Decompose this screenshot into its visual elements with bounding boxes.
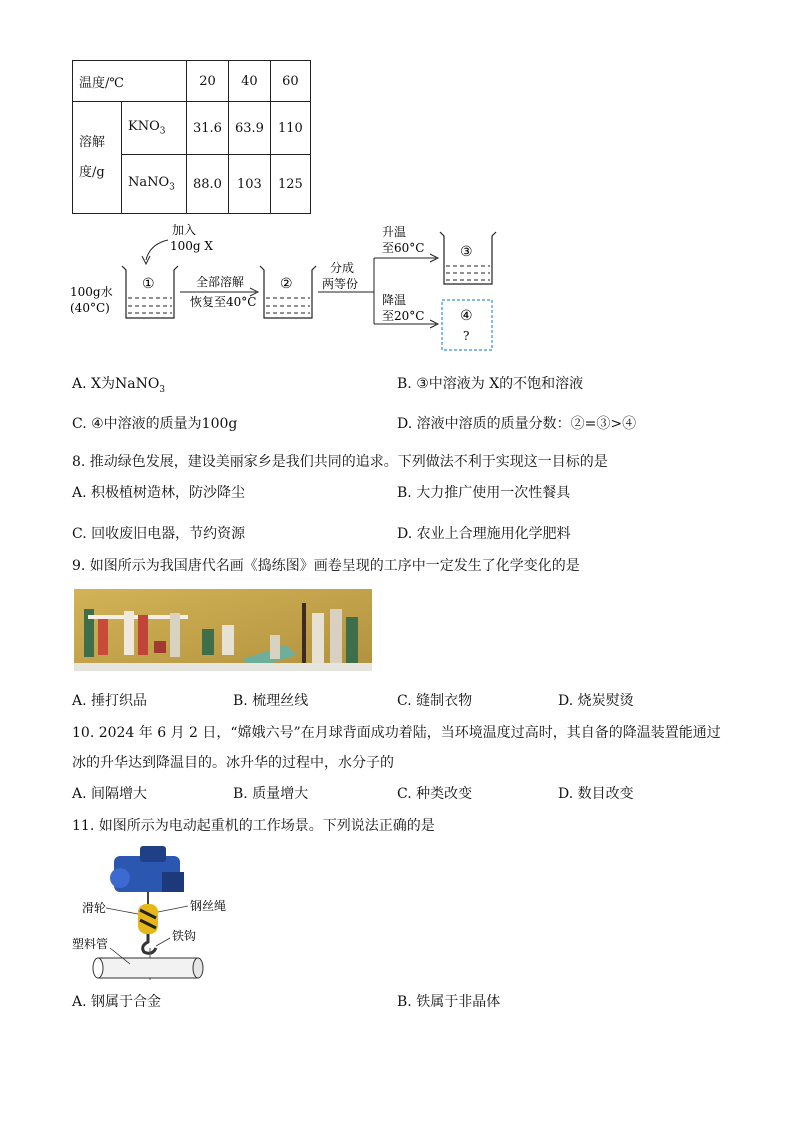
crane-hoist [110,846,184,892]
substance-name: KNO [128,119,160,135]
q10-option-c[interactable]: C. 种类改变 [397,786,473,802]
add-label-line1: 加入 [172,223,197,237]
solubility-label [73,102,122,214]
solubility-label-line2: 度/g [79,164,105,180]
q7-option-a-subscript: 3 [159,384,166,395]
q10-stem-line1: 10. 2024 年 6 月 2 日，“嫦娥六号”在月球背面成功着陆，当环境温度过高时，其自备的降温装置能通过 [72,725,721,741]
table-header-row [73,61,311,102]
q10-option-a[interactable]: A. 间隔增大 [72,786,148,802]
step1-line1: 全部溶解 [196,275,245,289]
temp-cell: 60 [270,61,310,102]
temp-cell: 40 [228,61,270,102]
value-cell: 63.9 [228,102,270,155]
q8-option-c[interactable]: C. 回收废旧电器，节约资源 [72,526,246,542]
q11-stem: 11. 如图所示为电动起重机的工作场景。下列说法正确的是 [72,818,435,834]
solubility-table [72,60,311,214]
solubility-label-line1: 溶解 [79,134,106,150]
label-rope: 钢丝绳 [190,899,227,913]
temp-cell: 20 [187,61,229,102]
add-label-line2: 100g X [170,239,213,253]
pulley-block [138,904,158,934]
value-cell: 88.0 [187,155,229,214]
value-cell: 31.6 [187,102,229,155]
q9-stem: 9. 如图所示为我国唐代名画《捣练图》画卷呈现的工序中一定发生了化学变化的是 [72,558,580,574]
painting-image [74,589,372,671]
plastic-pipe [93,958,203,978]
water-label-line1: 100g水 [70,285,113,299]
beaker-4-question: ? [463,329,470,343]
q7-option-a[interactable] [72,373,165,395]
heat-line2: 至60°C [382,241,425,255]
water-label-line2: (40°C) [70,301,110,315]
q9-option-c[interactable]: C. 缝制衣物 [397,693,473,709]
value-cell: 125 [270,155,310,214]
q7-option-d[interactable]: D. 溶液中溶质的质量分数：②=③>④ [397,416,637,432]
q10-stem-line2: 冰的升华达到降温目的。冰升华的过程中，水分子的 [72,755,394,771]
q8-option-a[interactable]: A. 积极植树造林，防沙降尘 [72,485,246,501]
beaker-3-label: ③ [460,244,473,260]
label-pipe: 塑料管 [72,937,109,951]
table-row [73,102,311,155]
substance-cell [122,155,187,214]
q10-option-b[interactable]: B. 质量增大 [233,786,309,802]
q8-stem: 8. 推动绿色发展，建设美丽家乡是我们共同的追求。下列做法不利于实现这一目标的是 [72,454,608,470]
substance-subscript: 3 [169,182,175,193]
substance-subscript: 3 [159,126,166,137]
q7-option-a-text: A. X为 [72,376,115,392]
q8-option-d[interactable]: D. 农业上合理施用化学肥料 [397,526,571,542]
step1-line2: 恢复至40°C [190,295,257,309]
experiment-diagram [60,220,520,360]
q7-option-b[interactable]: B. ③中溶液为 X的不饱和溶液 [397,376,584,392]
split-line1: 分成 [330,261,355,275]
temperature-header: 温度/℃ [73,61,187,102]
q7-option-a-formula: NaNO [114,376,160,392]
q10-option-d[interactable]: D. 数目改变 [558,786,634,802]
cool-line2: 至20°C [382,309,425,323]
cool-line1: 降温 [382,293,407,307]
heat-line1: 升温 [382,225,407,239]
beaker-4 [442,300,492,350]
beaker-2-label: ② [280,276,293,292]
beaker-1 [122,266,178,318]
substance-name: NaNO [128,175,170,191]
hook [143,934,156,953]
crane-image [70,842,250,990]
beaker-2 [260,266,316,318]
split-line2: 两等份 [322,277,359,291]
q11-option-a[interactable]: A. 钢属于合金 [72,994,162,1010]
q7-option-c[interactable]: C. ④中溶液的质量为100g [72,416,238,432]
label-pulley: 滑轮 [82,901,107,915]
label-hook: 铁钩 [172,929,197,943]
q9-option-a[interactable]: A. 捶打织品 [72,693,148,709]
q9-option-d[interactable]: D. 烧炭熨烫 [558,693,634,709]
q8-option-b[interactable]: B. 大力推广使用一次性餐具 [397,485,571,501]
value-cell: 110 [270,102,310,155]
beaker-4-label: ④ [460,308,473,324]
q9-option-b[interactable]: B. 梳理丝线 [233,693,309,709]
substance-cell [122,102,187,155]
q11-option-b[interactable]: B. 铁属于非晶体 [397,994,501,1010]
beaker-1-label: ① [142,276,155,292]
beaker-3 [440,232,496,284]
value-cell: 103 [228,155,270,214]
